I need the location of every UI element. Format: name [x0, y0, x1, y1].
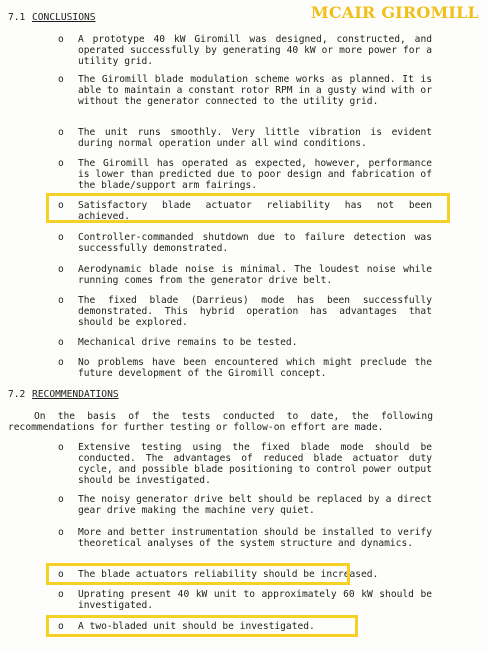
conclusion-text: The Giromill has operated as expected, however, performance is lower than predicted due to poor design and fabrication of the blade/support arm fairings.: [78, 158, 432, 191]
section-number: 7.1: [8, 12, 26, 23]
bullet: o: [58, 200, 64, 211]
section-number: 7.2: [8, 389, 26, 400]
section-heading-conclusions: [8, 12, 96, 23]
section-heading-recommendations: [8, 389, 119, 400]
bullet: o: [58, 589, 64, 600]
recommendations-intro: On the basis of the tests conducted to date, the following recommendations for further testing or follow-on effort are made.: [8, 411, 433, 433]
bullet: o: [58, 127, 64, 138]
conclusion-text: The unit runs smoothly. Very little vibration is evident during normal operation under all wind conditions.: [78, 127, 432, 149]
bullet: o: [58, 158, 64, 169]
recommendation-text: Extensive testing using the fixed blade mode should be conducted. The advantages of reduced blade actuator duty cycle, and possible blade positioning to control power output should be investigated.: [78, 442, 432, 486]
conclusion-text: Satisfactory blade actuator reliability has not been achieved.: [78, 200, 432, 222]
recommendation-text: A two-bladed unit should be investigated.: [78, 621, 315, 632]
bullet: o: [58, 232, 64, 243]
bullet: o: [58, 264, 64, 275]
bullet: o: [58, 621, 64, 632]
conclusion-text: The fixed blade (Darrieus) mode has been successfully demonstrated. This hybrid operation has advantages that should be explored.: [78, 295, 432, 328]
bullet: o: [58, 442, 64, 453]
mcair-giromill-logo: MCAIR GIROMILL: [310, 3, 479, 22]
recommendation-text: Uprating present 40 kW unit to approximately 60 kW should be investigated.: [78, 589, 432, 611]
bullet: o: [58, 337, 64, 348]
bullet: o: [58, 527, 64, 538]
recommendation-text: More and better instrumentation should be installed to verify theoretical analyses of the system structure and dynamics.: [78, 527, 432, 549]
conclusion-text: Controller-commanded shutdown due to failure detection was successfully demonstrated.: [78, 232, 432, 254]
bullet: o: [58, 357, 64, 368]
recommendation-text: The blade actuators reliability should be increased.: [78, 569, 379, 580]
recommendation-text: The noisy generator drive belt should be replaced by a direct gear drive making the machine very quiet.: [78, 494, 432, 516]
conclusion-text: The Giromill blade modulation scheme works as planned. It is able to maintain a constant rotor RPM in a gusty wind with or without the generator connected to the utility grid.: [78, 74, 432, 107]
bullet: o: [58, 34, 64, 45]
bullet: o: [58, 494, 64, 505]
section-title: RECOMMENDATIONS: [32, 389, 119, 400]
conclusion-text: Aerodynamic blade noise is minimal. The loudest noise while running comes from the generator drive belt.: [78, 264, 432, 286]
conclusion-text: No problems have been encountered which might preclude the future development of the Giromill concept.: [78, 357, 432, 379]
bullet: o: [58, 295, 64, 306]
bullet: o: [58, 74, 64, 85]
conclusion-text: A prototype 40 kW Giromill was designed, constructed, and operated successfully by generating 40 kW or more power for a utility grid.: [78, 34, 432, 67]
bullet: o: [58, 569, 64, 580]
section-title: CONCLUSIONS: [32, 12, 96, 23]
conclusion-text: Mechanical drive remains to be tested.: [78, 337, 298, 348]
